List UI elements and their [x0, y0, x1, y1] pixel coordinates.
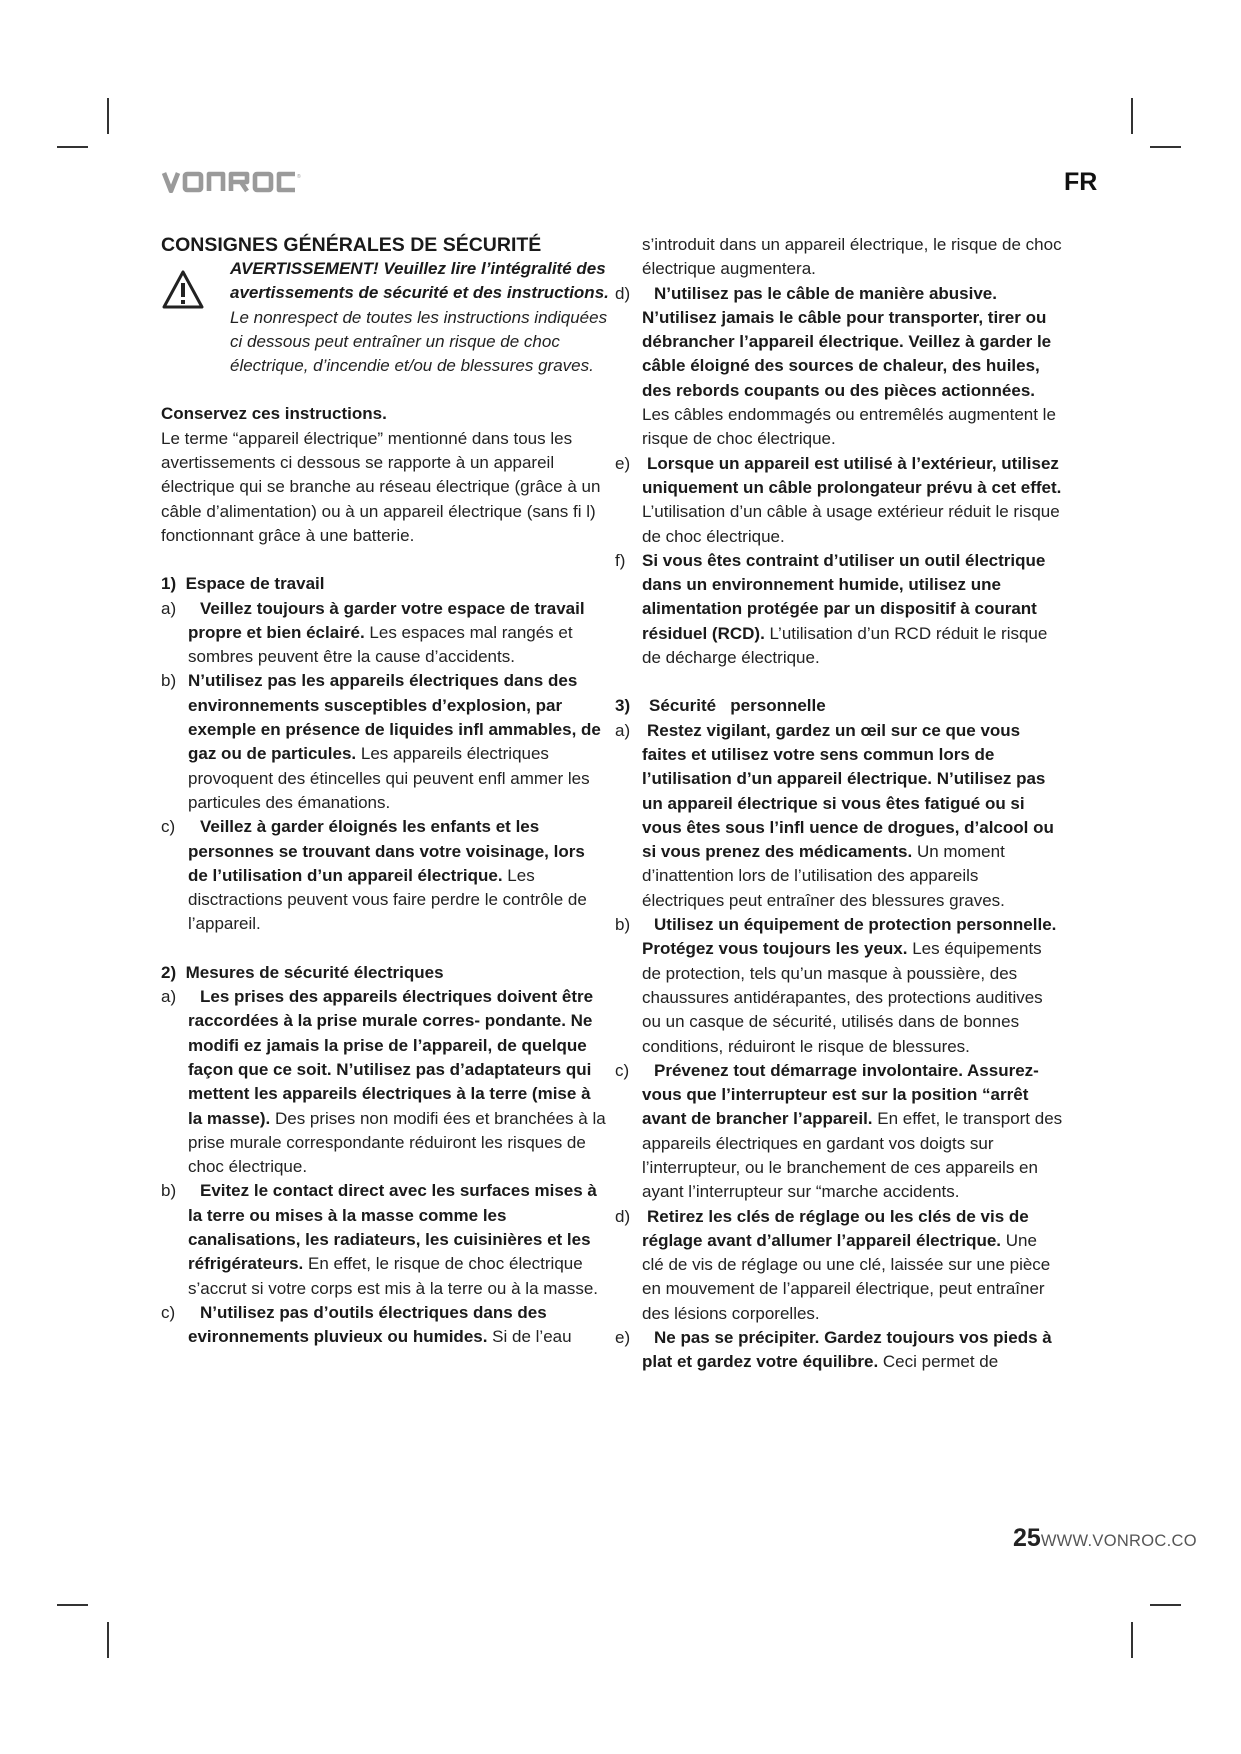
section-heading-personal: 3) Sécurité personnelle [615, 696, 826, 716]
page-footer [1013, 1524, 1197, 1553]
list-item: e) Lorsque un appareil est utilisé à l’extérieur, utilisez uniquement un câble prolongateur prévu à cet effet. L’utilisation d’un câble à usage extérieur réduit le risque de choc électrique. [615, 453, 1062, 546]
brand-logo [161, 171, 301, 193]
page-number: 25 [1013, 1524, 1041, 1552]
list-item: b) N’utilisez pas les appareils électriques dans des environnements susceptibles d’explosion, par exemple en présence de liquides infl ammables, de gaz ou de particules. Les appareils électriques provoquent des étincelles qui peuvent enfl ammer les particules des émanations. [161, 671, 601, 812]
right-column [615, 233, 1063, 1375]
list-item: a) Les prises des appareils électriques doivent être raccordées à la prise murale corres- pondante. Ne modifi ez jamais la prise de l’appareil, de quelque façon que ce soit. N’utilisez pas d’adaptateurs qui mettent les appareils électriques à la terre (mise à la masse). Des prises non modifi ées et branchées à la prise murale correspondante réduiront les risques de choc électrique. [161, 987, 606, 1177]
crop-mark [107, 98, 109, 134]
section-heading-work-area: 1) Espace de travail [161, 574, 325, 594]
svg-text:®: ® [297, 174, 301, 180]
intro-paragraph: Le terme “appareil électrique” mentionné dans tous les avertissements ci dessous se rapporte à un appareil électrique qui se branche au réseau électrique (grâce à un câble d’alimentation) ou à un appareil électrique (sans fi l) fonctionnant grâce à une batterie. [161, 428, 601, 545]
warning-text [225, 257, 609, 378]
section-title: CONSIGNES GÉNÉRALES DE SÉCURITÉ [161, 234, 542, 256]
list-item: b) Utilisez un équipement de protection personnelle. Protégez vous toujours les yeux. Les équipements de protection, tels qu’un masque à poussière, des chaussures antidérapantes, des protections auditives ou un casque de sécurité, utilisés dans de bonnes conditions, réduiront le risque de blessures. [615, 915, 1057, 1056]
crop-mark [107, 1622, 109, 1658]
warning-triangle-icon [161, 269, 205, 311]
crop-mark [1150, 1604, 1181, 1606]
crop-mark [1131, 1622, 1133, 1658]
list-item: f) Si vous êtes contraint d’utiliser un outil électrique dans un environnement humide, utilisez une alimentation protégée par un dispositif à courant résiduel (RCD). L’utilisation d’un RCD réduit le risque de décharge électrique. [615, 550, 1048, 668]
warning-block [161, 257, 609, 378]
list-item: a) Veillez toujours à garder votre espace de travail propre et bien éclairé. Les espaces mal rangés et sombres peuvent être la cause d’accidents. [161, 598, 585, 667]
language-code: FR [1064, 168, 1098, 196]
list-item-continuation: s’introduit dans un appareil électrique, le risque de choc électrique augmentera. [642, 235, 1062, 279]
list-item: a) Restez vigilant, gardez un œil sur ce que vous faites et utilisez votre sens commun lors de l’utilisation d’un appareil électrique. N’utilisez pas un appareil électrique si vous êtes fatigué ou si vous êtes sous l’infl uence de drogues, d’alcool ou si vous prenez des médicaments. Un moment d’inattention lors de l’utilisation des appareils électriques peut entraîner des blessures graves. [615, 720, 1054, 910]
list-item: d) N’utilisez pas le câble de manière abusive. N’utilisez jamais le câble pour transporter, tirer ou débrancher l’appareil électrique. Veillez à garder le câble éloigné des sources de chaleur, des huiles, des rebords coupants ou des pièces actionnées. Les câbles endommagés ou entremêlés augmentent le risque de choc électrique. [615, 283, 1056, 449]
list-item: e) Ne pas se précipiter. Gardez toujours vos pieds à plat et gardez votre équilibre. Ceci permet de [615, 1328, 1052, 1372]
crop-mark [57, 146, 88, 148]
list-item: c) Veillez à garder éloignés les enfants et les personnes se trouvant dans votre voisinage, lors de l’utilisation d’un appareil électrique. Les disctractions peuvent vous faire perdre le contrôle de l’appareil. [161, 817, 587, 934]
crop-mark [57, 1604, 88, 1606]
keep-instructions: Conservez ces instructions. [161, 404, 387, 424]
left-column [161, 233, 609, 1349]
crop-mark [1131, 98, 1133, 134]
list-item: c) N’utilisez pas d’outils électriques dans des evironnements pluvieux ou humides. Si de l’eau [161, 1302, 572, 1347]
list-item: c) Prévenez tout démarrage involontaire. Assurez- vous que l’interrupteur est sur la position “arrêt avant de brancher l’appareil. En effet, le transport des appareils électriques en gardant vos doigts sur l’interrupteur, ou le branchement de ces appareils en ayant l’interrupteur sur “marche accidents. [615, 1060, 1063, 1202]
warning-bold: AVERTISSEMENT! Veuillez lire l’intégralité des avertissements de sécurité et des instructions. [230, 259, 609, 303]
warning-body: Le nonrespect de toutes les instructions indiquées ci dessous peut entraîner un risque de choc électrique, d’incendie et/ou de blessures graves. [230, 307, 608, 376]
website-url: WWW.VONROC.CO [1040, 1532, 1197, 1550]
section-heading-electrical: 2) Mesures de sécurité électriques [161, 962, 444, 982]
crop-mark [1150, 146, 1181, 148]
list-item: d) Retirez les clés de réglage ou les clés de vis de réglage avant d’allumer l’appareil électrique. Une clé de vis de réglage ou une clé, laissée sur une pièce en mouvement de l’appareil électrique, peut entraîner des lésions corporelles. [615, 1206, 1051, 1323]
list-item: b) Evitez le contact direct avec les surfaces mises à la terre ou mises à la masse comme les canalisations, les radiateurs, les cuisinières et les réfrigérateurs. En effet, le risque de choc électrique s’accrut si votre corps est mis à la terre ou à la masse. [161, 1181, 599, 1298]
